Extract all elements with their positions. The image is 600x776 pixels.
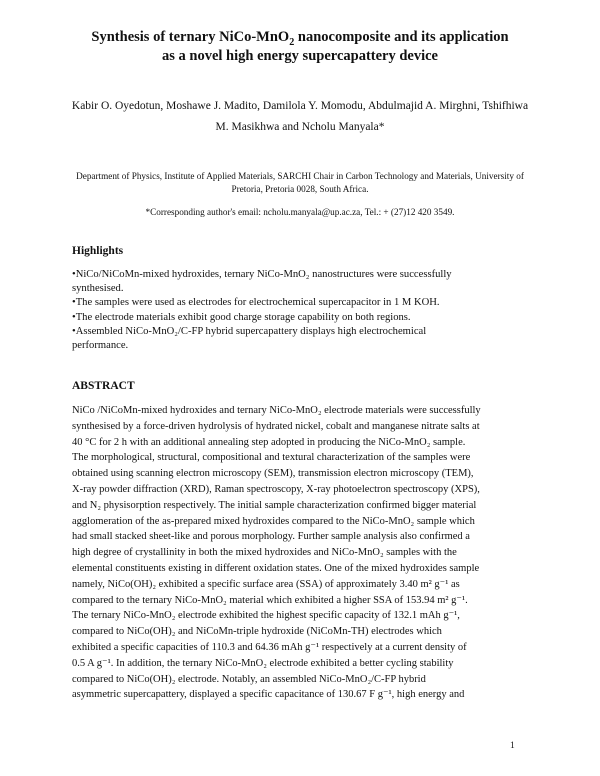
corresponding-author: *Corresponding author's email: ncholu.manyala@up.ac.za, Tel.: + (27)12 420 3549.: [145, 207, 455, 217]
abstract-line: 0.5 A g⁻¹. In addition, the ternary NiCo-MnO₂ electrode exhibited a better cycling stability: [72, 657, 454, 669]
abstract-line: agglomeration of the as-prepared mixed hydroxides compared to the NiCo-MnO₂ sample which: [72, 515, 475, 527]
page-number: 1: [510, 741, 515, 751]
abstract-line: and N₂ physisorption respectively. The initial sample characterization confirmed bigger material: [72, 499, 477, 511]
affiliation-line-2: Pretoria, Pretoria 0028, South Africa.: [231, 184, 369, 194]
affiliation: [40, 170, 560, 196]
abstract-heading: ABSTRACT: [72, 380, 135, 392]
abstract-line: The ternary NiCo-MnO₂ electrode exhibited the highest specific capacity of 132.1 mAh g⁻¹,: [72, 610, 460, 622]
highlights-heading: Highlights: [72, 245, 124, 257]
highlight-line: •The electrode materials exhibit good charge storage capability on both regions.: [72, 311, 411, 323]
abstract-line: The morphological, structural, compositional and textural characterization of the samples were: [72, 452, 471, 464]
highlight-line: •NiCo/NiCoMn-mixed hydroxides, ternary NiCo-MnO₂ nanostructures were successfully: [72, 269, 452, 280]
abstract-line: had small stacked sheet-like and porous morphology. Further sample analysis also confirmed a: [72, 531, 470, 543]
abstract-line: compared to NiCo(OH)₂ electrode. Notably, an assembled NiCo-MnO₂/C-FP hybrid: [72, 673, 426, 685]
abstract-line: 40 °C for 2 h with an additional annealing step adopted in producing the NiCo-MnO₂ sample.: [72, 436, 466, 448]
highlight-line: •Assembled NiCo-MnO₂/C-FP hybrid supercapattery displays high electrochemical: [72, 325, 427, 337]
abstract-line: NiCo /NiCoMn-mixed hydroxides and ternary NiCo-MnO₂ electrode materials were successfully: [72, 405, 481, 416]
abstract-line: high degree of crystallinity in both the mixed hydroxides and NiCo-MnO₂ samples with the: [72, 547, 457, 559]
abstract-line: namely, NiCo(OH)₂ exhibited a specific surface area (SSA) of approximately 3.40 m² g⁻¹ as: [72, 578, 460, 590]
highlight-line: •The samples were used as electrodes for electrochemical supercapacitor in 1 M KOH.: [72, 297, 440, 309]
abstract-line: compared to the ternary NiCo-MnO₂ material which exhibited a higher SSA of 153.94 m² g⁻¹.: [72, 594, 468, 606]
abstract-line: compared to NiCo(OH)₂ and NiCoMn-triple hydroxide (NiCoMn-TH) electrodes which: [72, 626, 442, 638]
highlights-list: [72, 268, 532, 353]
abstract-line: exhibited a specific capacities of 110.3 and 64.36 mAh g⁻¹ respectively at a current density of: [72, 641, 467, 653]
abstract-line: X-ray powder diffraction (XRD), Raman spectroscopy, X-ray photoelectron spectroscopy (XPS),: [72, 483, 480, 495]
abstract-line: asymmetric supercapattery, displayed a specific capacitance of 130.67 F g⁻¹, high energy and: [72, 689, 465, 701]
abstract-line: obtained using scanning electron microscopy (SEM), transmission electron microscopy (TEM),: [72, 468, 474, 480]
highlight-line: synthesised.: [72, 283, 124, 295]
abstract-line: elemental constituents existing in different oxidation states. One of the mixed hydroxides sample: [72, 562, 480, 574]
abstract-line: synthesised by a force-driven hydrolysis of hydrated nickel, cobalt and manganese nitrate salts at: [72, 420, 480, 432]
highlight-line: performance.: [72, 340, 129, 352]
paper-title: [60, 28, 540, 66]
title-line-2: as a novel high energy supercapattery device: [161, 48, 438, 64]
affiliation-line-1: Department of Physics, Institute of Applied Materials, SARCHI Chair in Carbon Technology and Materials, University of: [76, 171, 524, 181]
author-list: [70, 96, 530, 138]
abstract-body: [72, 403, 528, 703]
authors-line-2: M. Masikhwa and Ncholu Manyala*: [215, 121, 385, 133]
authors-line-1: Kabir O. Oyedotun, Moshawe J. Madito, Damilola Y. Momodu, Abdulmajid A. Mirghni, Tshifhiwa: [71, 100, 529, 112]
title-line-1: Synthesis of ternary NiCo-MnO$_2$ nanocomposite and its application: [91, 29, 509, 48]
